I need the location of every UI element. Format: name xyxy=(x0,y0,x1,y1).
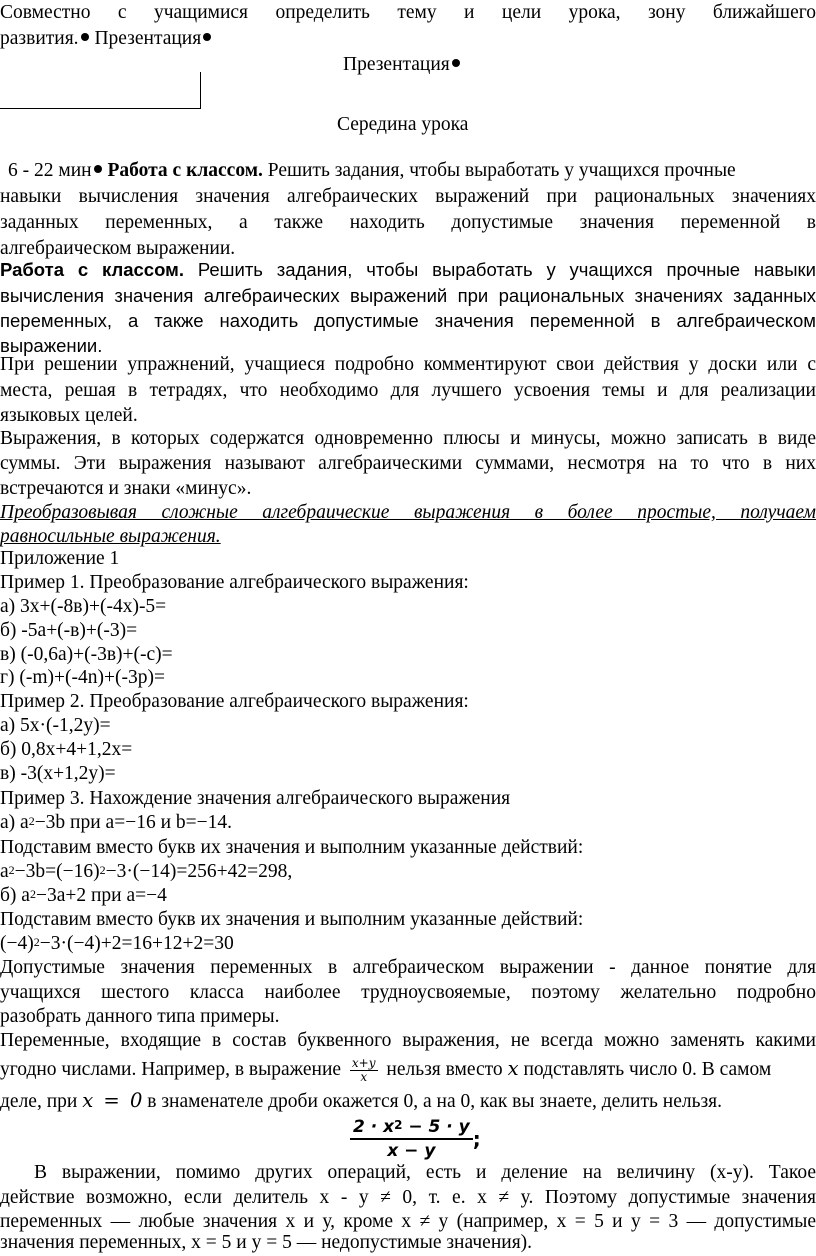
paragraph-4-line-2-b: нельзя вместо xyxy=(386,1059,503,1080)
paragraph-4-line-2-c: подставлять число 0. В самом xyxy=(523,1059,772,1080)
example-3-part-a-pre: а) a xyxy=(0,812,29,833)
time-block-line-1 xyxy=(8,158,816,184)
paragraph-5-line-2: действие возможно, если делитель х - у ≠ 0, т. е. х ≠ у. Поэтому допустимые значения xyxy=(0,1187,816,1208)
intro-presentation-label: Презентация xyxy=(89,28,202,49)
sans-block-heading: Работа с классом. xyxy=(0,259,184,280)
calc-1-post: −3·(−14)=256+42=298, xyxy=(105,861,293,882)
math-equation: x = 0 xyxy=(82,1089,143,1112)
paragraph-5-line-1: В выражении, помимо других операций, есть и деление на величину (х-у). Такое xyxy=(34,1162,816,1183)
emphasis-line-2-text: равносильные выражения. xyxy=(0,526,221,547)
fraction-numerator: x+y xyxy=(351,1056,376,1071)
paragraph-2-line-1: Выражения, в которых содержатся одновременно плюсы и минусы, можно записать в виде xyxy=(0,428,816,449)
bullet-icon xyxy=(81,33,89,41)
paragraph-2-line-3: встречаются и знаки «минус». xyxy=(0,478,252,499)
example-3-part-b-pre: б) a xyxy=(0,885,30,906)
paragraph-4-line-2-a: угодно числами. Например, в выражение xyxy=(0,1059,342,1080)
example-3-title: Пример 3. Нахождение значения алгебраического выражения xyxy=(0,788,511,809)
bullet-icon xyxy=(94,165,102,173)
example-2-item: б) 0,8х+4+1,2х= xyxy=(0,739,133,760)
example-1-item: а) 3х+(-8в)+(-4х)-5= xyxy=(0,596,167,617)
example-3-calc-1 xyxy=(0,859,816,885)
example-3-substitute-1: Подставим вместо букв их значения и выполним указанные действий: xyxy=(0,837,584,858)
paragraph-4-line-2 xyxy=(0,1053,816,1085)
formula-denominator: x − y xyxy=(387,1141,436,1161)
time-block-line-1-text: Решить задания, чтобы выработать у учащихся прочные xyxy=(262,160,736,181)
table-cell-fragment xyxy=(0,72,201,109)
example-3-part-a xyxy=(0,810,816,836)
example-3-substitute-2: Подставим вместо букв их значения и выполним указанные действий: xyxy=(0,909,584,930)
exponent: 2 xyxy=(28,814,35,828)
time-block-line-2: навыки вычисления значения алгебраических выражений при рациональных значениях xyxy=(0,186,816,207)
example-2-item: а) 5х·(-1,2у)= xyxy=(0,715,111,736)
formula-fraction xyxy=(350,1116,481,1162)
formula-fraction-body xyxy=(350,1116,473,1162)
calc-1-mid: −3b=(−16) xyxy=(14,861,100,882)
example-1-title: Пример 1. Преобразование алгебраического выражения: xyxy=(0,572,469,593)
paragraph-1-line-2: места, решая в тетрадях, что необходимо для лучшего усвоения темы и для реализации xyxy=(0,380,816,401)
example-2-title: Пример 2. Преобразование алгебраического выражения: xyxy=(0,691,469,712)
formula-numerator-b: − 5 · y xyxy=(402,1117,470,1137)
intro-line-1: Совместно с учащимися определить тему и цели урока, зону ближайшего xyxy=(0,2,816,23)
time-block-line-4: алгебраическом выражении. xyxy=(0,238,236,259)
exponent: 2 xyxy=(33,935,40,949)
emphasis-line-1: Преобразовывая сложные алгебраические выражения в более простые, получаем xyxy=(0,502,816,523)
exponent: 2 xyxy=(29,887,36,901)
paragraph-2-line-2: суммы. Эти выражения называют алгебраическими суммами, несмотря на то что в них xyxy=(0,453,816,474)
formula-numerator-a: 2 · x xyxy=(353,1117,395,1137)
paragraph-3-line-3: разобрать данного типа примеры. xyxy=(0,1006,280,1027)
math-variable: x xyxy=(507,1057,519,1080)
paragraph-5-line-3: переменных — любые значения х и у, кроме х ≠ у (например, х = 5 и у = 3 — допустимые xyxy=(0,1211,816,1232)
example-3-calc-2 xyxy=(0,931,816,957)
appendix-label: Приложение 1 xyxy=(0,548,120,569)
time-block-line-3: заданных переменных, а также находить допустимые значения переменной в xyxy=(0,212,816,233)
mid-lesson-label: Середина урока xyxy=(337,114,469,135)
fraction-x-plus-y-over-x xyxy=(350,1057,378,1084)
paragraph-4-line-3 xyxy=(0,1088,816,1115)
sans-block-line-3: переменных, а также находить допустимые значения переменной в алгебраическом xyxy=(0,310,816,331)
example-2-item: в) -3(х+1,2у)= xyxy=(0,763,116,784)
time-label: 6 - 22 мин xyxy=(8,160,92,181)
calc-2-pre: (−4) xyxy=(0,933,34,954)
bullet-icon xyxy=(203,33,211,41)
fraction-denominator: x xyxy=(360,1070,368,1085)
sans-block-line-1-text: Решить задания, чтобы выработать у учащихся прочные навыки xyxy=(183,259,816,280)
formula-semicolon: ; xyxy=(472,1127,481,1151)
calc-1-pre: a xyxy=(0,861,9,882)
presentation-center xyxy=(343,52,461,78)
example-1-item: б) -5а+(-в)+(-3)= xyxy=(0,620,138,641)
paragraph-4-line-3-a: деле, при xyxy=(0,1091,78,1112)
example-3-part-b-post: −3a+2 при a=−4 xyxy=(35,885,167,906)
exponent: 2 xyxy=(394,1118,403,1132)
paragraph-4-line-3-b: в знаменателе дроби окажется 0, а на 0, как вы знаете, делить нельзя. xyxy=(147,1091,723,1112)
example-1-item: г) (-m)+(-4n)+(-3p)= xyxy=(0,667,165,688)
paragraph-1-line-1: При решении упражнений, учащиеся подробно комментируют свои действия у доски или с xyxy=(0,354,816,375)
paragraph-5-line-4: значения переменных, х = 5 и у = 5 — недопустимые значения). xyxy=(0,1232,533,1253)
exponent: 2 xyxy=(99,863,106,877)
sans-block-line-2: вычисления значения алгебраических выражений при рациональных значениях заданных xyxy=(0,285,816,306)
intro-line-2 xyxy=(0,26,816,52)
exponent: 2 xyxy=(8,863,15,877)
calc-2-post: −3·(−4)+2=16+12+2=30 xyxy=(39,933,234,954)
example-3-part-a-post: −3b при a=−16 и b=−14. xyxy=(34,812,233,833)
presentation-center-label: Презентация xyxy=(343,54,450,75)
sans-block-line-1 xyxy=(0,257,816,283)
paragraph-1-line-3: языковых целей. xyxy=(0,405,138,426)
bullet-icon xyxy=(452,59,460,67)
formula-numerator xyxy=(350,1116,473,1140)
example-3-part-b xyxy=(0,883,816,909)
time-block-heading: Работа с классом. xyxy=(107,160,263,181)
sans-block-line-4: выражении. xyxy=(0,335,103,356)
paragraph-3-line-1: Допустимые значения переменных в алгебраическом выражении - данное понятие для xyxy=(0,957,816,978)
paragraph-3-line-2: учащихся шестого класса наиболее трудноусвояемые, поэтому желательно подробно xyxy=(0,982,816,1003)
example-1-item: в) (-0,6а)+(-3в)+(-с)= xyxy=(0,644,173,665)
paragraph-4-line-1: Переменные, входящие в состав буквенного выражения, не всегда можно заменять какими xyxy=(0,1030,816,1051)
intro-line-2-text: развития. xyxy=(0,28,79,49)
